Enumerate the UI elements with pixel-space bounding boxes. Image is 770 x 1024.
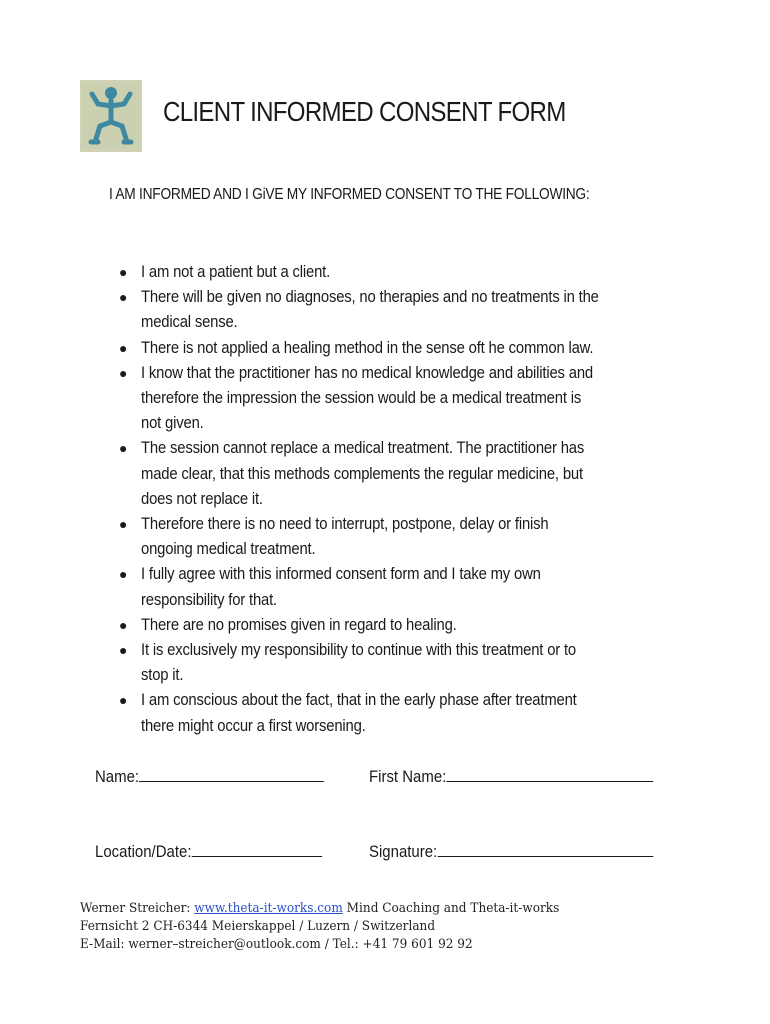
consent-list xyxy=(113,260,673,739)
first-name-line[interactable] xyxy=(446,765,653,782)
list-item: ● There will be given no diagnoses, no therapies and no treatments in the medical sense. xyxy=(113,285,673,335)
first-name-label: First Name: xyxy=(369,767,447,786)
bullet-icon: ● xyxy=(119,692,128,709)
first-name-field[interactable] xyxy=(369,765,653,787)
list-item: ● It is exclusively my responsibility to continue with this treatment or to stop it. xyxy=(113,638,673,688)
bullet-icon: ● xyxy=(119,516,128,533)
footer-address: Fernsicht 2 CH-6344 Meierskappel / Luzern / Switzerland xyxy=(80,919,436,934)
name-line[interactable] xyxy=(139,765,324,782)
bullet-icon: ● xyxy=(119,566,128,583)
name-field[interactable] xyxy=(95,765,324,787)
signature-line[interactable] xyxy=(437,840,653,857)
location-date-label: Location/Date: xyxy=(95,842,192,861)
footer-contact: E-Mail: werner–streicher@outlook.com / Tel.: +41 79 601 92 92 xyxy=(80,937,473,952)
bullet-icon: ● xyxy=(119,440,128,457)
location-date-line[interactable] xyxy=(191,840,321,857)
list-item: ● There are no promises given in regard to healing. xyxy=(113,613,673,638)
page-title: CLIENT INFORMED CONSENT FORM xyxy=(163,96,566,127)
name-label: Name: xyxy=(95,767,140,786)
list-item: ● I know that the practitioner has no medical knowledge and abilities and therefore the impression the session would be a medical treatment is not given. xyxy=(113,361,673,437)
list-item: ● The session cannot replace a medical treatment. The practitioner has made clear, that this methods complements the regular medicine, but does not replace it. xyxy=(113,436,673,512)
list-item: ● There is not applied a healing method in the sense oft he common law. xyxy=(113,336,673,361)
signature-label: Signature: xyxy=(369,842,438,861)
location-date-field[interactable] xyxy=(95,840,322,862)
website-link[interactable]: www.theta-it-works.com xyxy=(194,901,343,916)
bullet-icon: ● xyxy=(119,364,128,381)
signature-field[interactable] xyxy=(369,840,653,862)
bullet-icon: ● xyxy=(119,642,128,659)
stick-figure-icon xyxy=(80,80,142,152)
bullet-icon: ● xyxy=(119,289,128,306)
footer-line-1: Werner Streicher: www.theta-it-works.com Mind Coaching and Theta-it-works xyxy=(80,901,560,916)
list-item: ● I am conscious about the fact, that in the early phase after treatment there might occur a first worsening. xyxy=(113,688,673,738)
list-item: ● I am not a patient but a client. xyxy=(113,260,673,285)
stick-figure-logo xyxy=(80,80,142,152)
bullet-icon: ● xyxy=(119,616,128,633)
consent-subtitle: I AM INFORMED AND I GiVE MY INFORMED CONSENT TO THE FOLLOWING: xyxy=(109,186,590,203)
bullet-icon: ● xyxy=(119,339,128,356)
list-item: ● I fully agree with this informed consent form and I take my own responsibility for that. xyxy=(113,562,673,612)
list-item: ● Therefore there is no need to interrupt, postpone, delay or finish ongoing medical treatment. xyxy=(113,512,673,562)
footer xyxy=(80,900,559,954)
bullet-icon: ● xyxy=(119,264,128,280)
